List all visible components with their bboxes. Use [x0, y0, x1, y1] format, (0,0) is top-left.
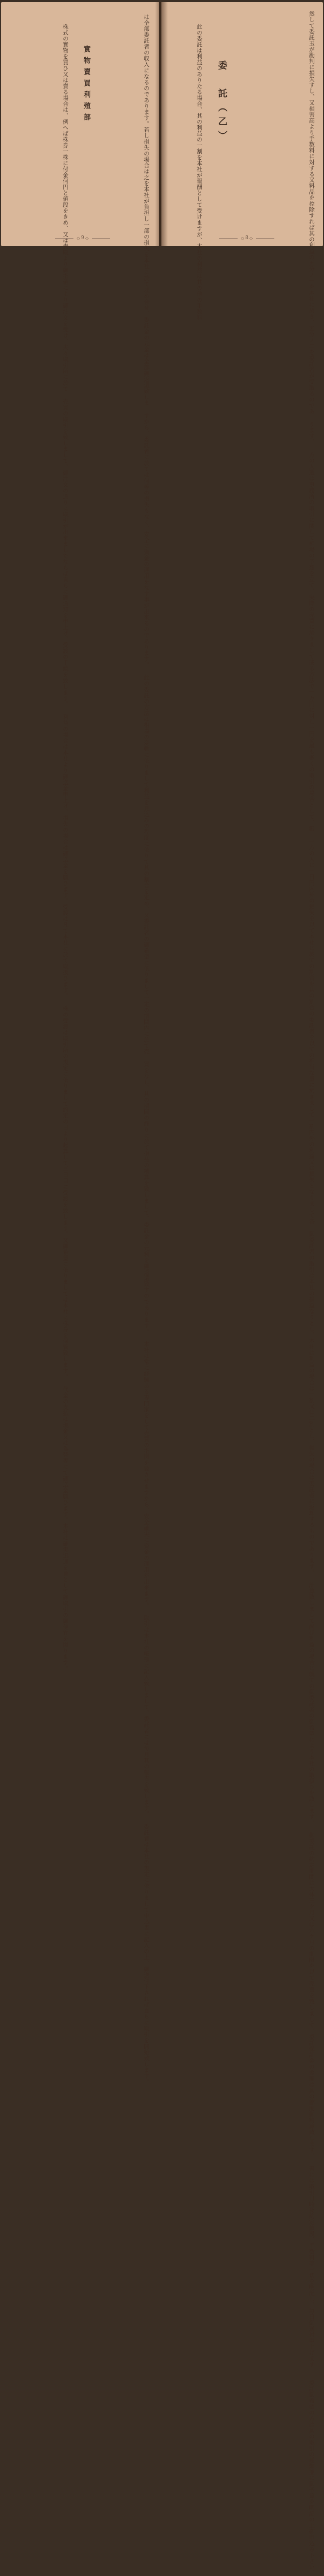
right-paragraph-2	[186, 24, 202, 321]
right-paragraph-1	[234, 11, 315, 2576]
left-p1-line: 買をなし、其の期間の終りに於て損益の精算を致しまして、委託金の元利を御返還致すのであります。	[143, 1061, 150, 1335]
page-number: 8	[245, 235, 248, 241]
footer-rule	[92, 238, 110, 239]
right-p2-line: 此の委託は利益のありたる場合、其の利益の一割を本社が報酬として受けますが、本社の利益は其の他の手数料	[196, 24, 202, 321]
footer-ornament-icon: ◇	[77, 235, 80, 241]
left-p1-line: 本社は常に経験ある専門家をして売買の指図を致させますから、安全確実に資金の運用が出来ます。	[143, 1341, 150, 1608]
right-p1-line: 方の人選は事務所の取引に関して相場の予想を立て、実際の売買に於きまして或る方法で一万円に対し一円を最も多くの取引の場合として、銀	[308, 452, 315, 832]
section-heading-itaku-otsu: 委 託（乙）	[216, 60, 227, 145]
left-p1-line: すから、委託者に於ては何等の損失もなく、安全に資金の運用をなす事が出来るのであります。	[143, 412, 150, 668]
right-p1-line: ります。	[308, 421, 315, 445]
left-p1-line: は全部委託者の収入になるのであります。若し損失の場合は之を本社が負担し一部の損失を本社に於て埋め合せ、委託金の元金は全部御返還致しま	[143, 14, 150, 406]
right-page-footer	[217, 234, 276, 242]
right-p1-line: 書には取引日時及約定値段、手数料等一切を明記し、毎日御送付申上げます。	[308, 2165, 315, 2374]
section-heading-jitsubutsu: 實物賣買利殖部	[82, 45, 90, 125]
page-number: 9	[81, 235, 84, 241]
right-p1-line: 御委託者の取引は本社の損益なりとし、本社は利益の場合は一割又は二割とし、損失の場合は委託者に返却するものであります。	[308, 1231, 315, 1575]
right-p1-line: 委託御希望の方は其の取引の種類並に御予算を明記の上御申込み下さい。	[308, 2380, 315, 2576]
footer-rule	[219, 238, 238, 239]
right-p1-line: 然して委託玉が勘判に損失すし、又損害高より手数料に対する又料品を控除すれば其の利益の五分ノ一を本社に於き、五分ノ二を委託者が受取るのであ	[308, 11, 315, 414]
book-gutter	[155, 2, 168, 246]
footer-rule	[55, 238, 73, 239]
left-p1-line: 委託者は本社の規定に依りまして申込書に記入の上、御送付下されば直ちに取引を開始致します。	[143, 1824, 150, 2085]
left-p2-line: 株式の實物を買ひ又は賣る場合は、例へば株券一株に付金何円と値段をきめ、又は貴殿より御指値により御注文を受け、夫々取引所に於て	[62, 24, 69, 392]
footer-rule	[256, 238, 274, 239]
footer-ornament-icon: ◇	[241, 235, 245, 241]
left-p1-line: 此の委託の方法は相場の変動に依りまして利益を見込みの程度に依りて其の割合を定め、又委託者の御希望に依りまして一定の期間内に於て売	[143, 675, 150, 1055]
left-p2-line: 株の受渡は取引所の規定に依りまして約定の日より起算して三日目に受渡を致します。又御希望に依りましては本社に株券を保管致します。	[62, 1005, 69, 1380]
left-p2-line: 代金の支払は現金又は為替等にて御送金願ひます。本社は確実迅速を旨として御取引の御便宜を図ります。	[62, 1386, 69, 1671]
right-p1-line: 御委託の約定期間は大体三ケ月又は六ケ月の期限を以て売買を致しまして、委託保証金の差額は其の都度御精算致します。	[308, 1832, 315, 2159]
footer-ornament-icon: ◇	[85, 235, 89, 241]
right-page	[161, 2, 323, 2576]
left-p1-line: 取引は本社の帳簿に記入致しまして、委託者には毎月其の報告を致します。	[143, 1615, 150, 1817]
left-p2-line: 利益の場合は本社より御送金申上げ、損失の場合は御送金を願ひます。受渡は凡て本社に於て取扱ひます。	[62, 714, 69, 999]
left-paragraph-1	[107, 14, 150, 2085]
footer-ornament-icon: ◇	[249, 235, 253, 241]
left-page-footer	[53, 234, 112, 242]
left-page	[1, 2, 159, 2085]
right-p1-line: 一方の人に一日円内外の損失を以て本社に於ての割合を其の割合の委託者を以ての相当な量に於きまして一割内外の利益又は損失となりまして各	[308, 838, 315, 1225]
left-p2-line: 売買の取引を致しまして、御注文の通りに取引が出来ましたならば直ちに御通知を申上げ、受渡の手続を致します。	[62, 398, 69, 708]
right-p1-line: 計算致しまして尚ほ利益の場合に就ての御委託者の御希望により本社の取扱ひを致します。	[308, 1582, 315, 1826]
left-paragraph-2	[8, 24, 69, 1671]
